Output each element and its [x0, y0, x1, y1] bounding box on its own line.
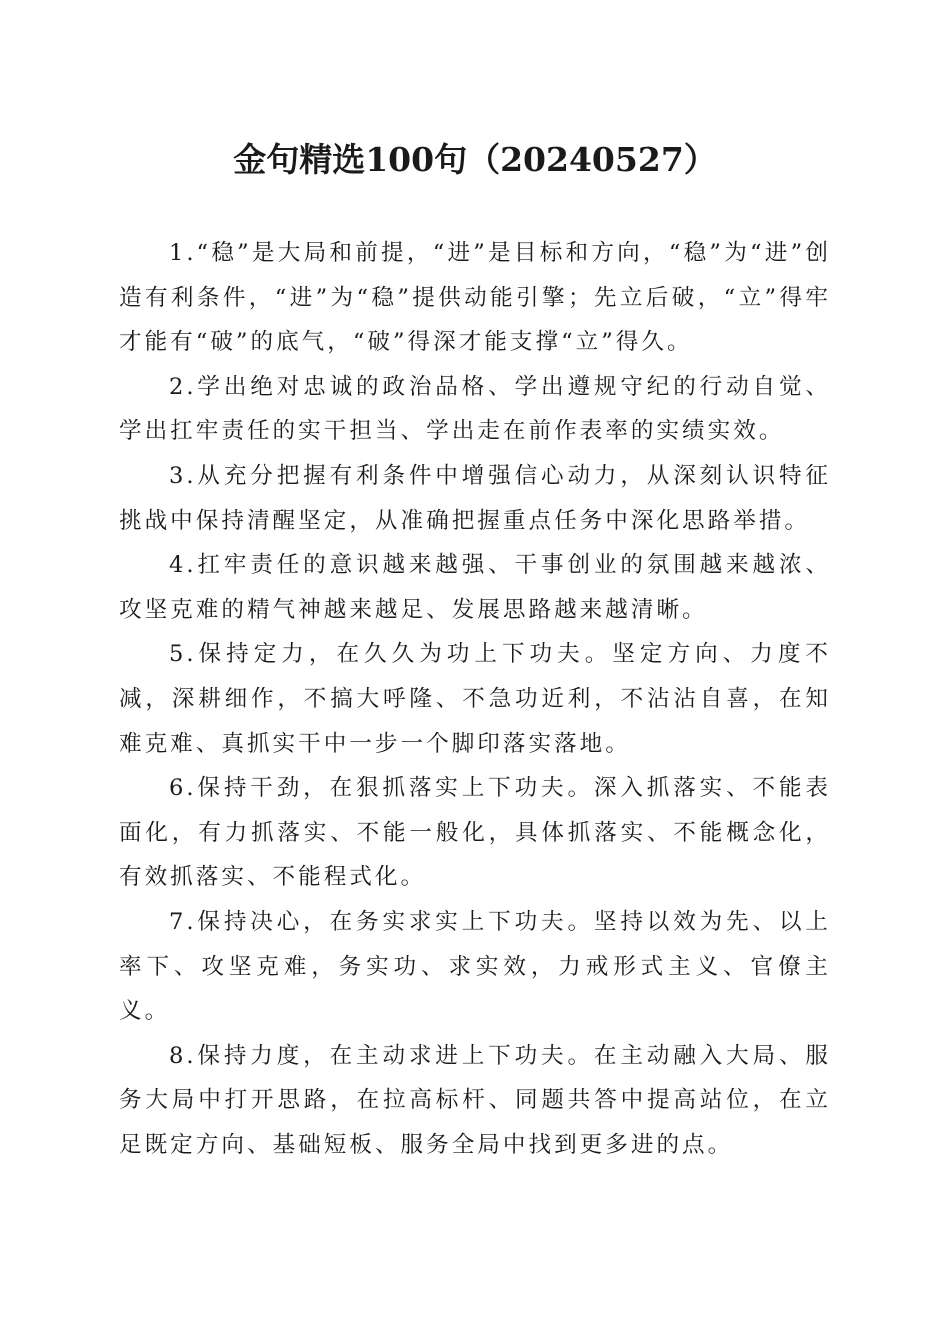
paragraph-7: 7.保持决心，在务实求实上下功夫。坚持以效为先、以上率下、攻坚克难，务实功、求实效，力戒形式主义、官僚主义。 — [119, 908, 831, 1025]
paragraph-1: 1.“稳”是大局和前提，“进”是目标和方向，“稳”为“进”创造有利条件，“进”为“稳”提供动能引擎；先立后破，“立”得牢才能有“破”的底气，“破”得深才能支撑“立”得久。 — [119, 240, 831, 356]
paragraph-2: 2.学出绝对忠诚的政治品格、学出遵规守纪的行动自觉、学出扛牢责任的实干担当、学出走在前作表率的实绩实效。 — [119, 373, 831, 445]
document-title: 金句精选100句（20240527） — [233, 140, 717, 179]
paragraph-3: 3.从充分把握有利条件中增强信心动力，从深刻认识特征挑战中保持清醒坚定，从准确把握重点任务中深化思路举措。 — [119, 462, 831, 534]
paragraph-4: 4.扛牢责任的意识越来越强、干事创业的氛围越来越浓、攻坚克难的精气神越来越足、发展思路越来越清晰。 — [119, 552, 831, 623]
paragraph-6: 6.保持干劲，在狠抓落实上下功夫。深入抓落实、不能表面化，有力抓落实、不能一般化，具体抓落实、不能概念化，有效抓落实、不能程式化。 — [119, 775, 831, 891]
paragraph-5: 5.保持定力，在久久为功上下功夫。坚定方向、力度不减，深耕细作，不搞大呼隆、不急功近利，不沾沾自喜，在知难克难、真抓实干中一步一个脚印落实落地。 — [119, 641, 831, 757]
document-body — [119, 231, 831, 1167]
paragraph-8: 8.保持力度，在主动求进上下功夫。在主动融入大局、服务大局中打开思路，在拉高标杆、同题共答中提高站位，在立足既定方向、基础短板、服务全局中找到更多进的点。 — [119, 1042, 831, 1158]
